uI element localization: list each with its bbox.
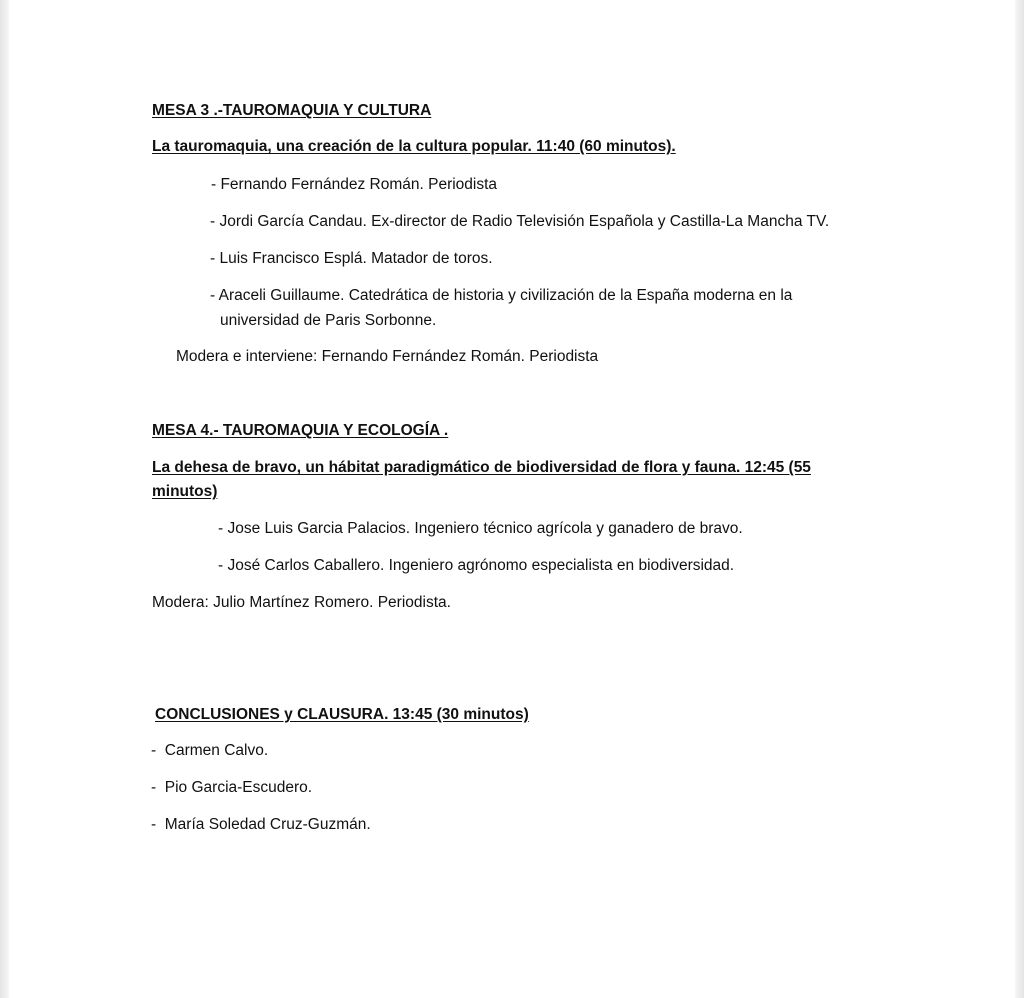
mesa4-speaker-1: - Jose Luis Garcia Palacios. Ingeniero técnico agrícola y ganadero de bravo. xyxy=(218,520,743,537)
mesa3-speaker-4-continuation: universidad de Paris Sorbonne. xyxy=(220,312,437,329)
page-right-edge xyxy=(1015,0,1024,998)
mesa4-heading: MESA 4.- TAUROMAQUIA Y ECOLOGÍA . xyxy=(152,422,449,439)
mesa3-speaker-1: - Fernando Fernández Román. Periodista xyxy=(211,176,498,193)
mesa3-subheading: La tauromaquia, una creación de la cultura popular. 11:40 (60 minutos). xyxy=(152,138,676,155)
conclusiones-heading: CONCLUSIONES y CLAUSURA. 13:45 (30 minutos) xyxy=(155,706,529,723)
conclusiones-item-2: - Pio Garcia-Escudero. xyxy=(151,779,313,796)
mesa3-speaker-4: - Araceli Guillaume. Catedrática de historia y civilización de la España moderna en la xyxy=(210,287,793,304)
mesa4-subheading-line2: minutos) xyxy=(152,483,218,500)
mesa3-moderator: Modera e interviene: Fernando Fernández Román. Periodista xyxy=(176,348,599,365)
mesa4-moderator: Modera: Julio Martínez Romero. Periodista. xyxy=(152,594,451,611)
conclusiones-item-1: - Carmen Calvo. xyxy=(151,742,269,759)
mesa4-subheading-line1: La dehesa de bravo, un hábitat paradigmático de biodiversidad de flora y fauna. 12:45 (55 xyxy=(152,459,811,476)
page-left-edge xyxy=(0,0,9,998)
mesa3-heading: MESA 3 .-TAUROMAQUIA Y CULTURA xyxy=(152,102,432,119)
conclusiones-item-3: - María Soledad Cruz-Guzmán. xyxy=(151,816,371,833)
mesa3-speaker-3: - Luis Francisco Esplá. Matador de toros. xyxy=(210,250,493,267)
mesa3-speaker-2: - Jordi García Candau. Ex-director de Radio Televisión Española y Castilla-La Mancha TV. xyxy=(210,213,830,230)
mesa4-speaker-2: - José Carlos Caballero. Ingeniero agrónomo especialista en biodiversidad. xyxy=(218,557,735,574)
